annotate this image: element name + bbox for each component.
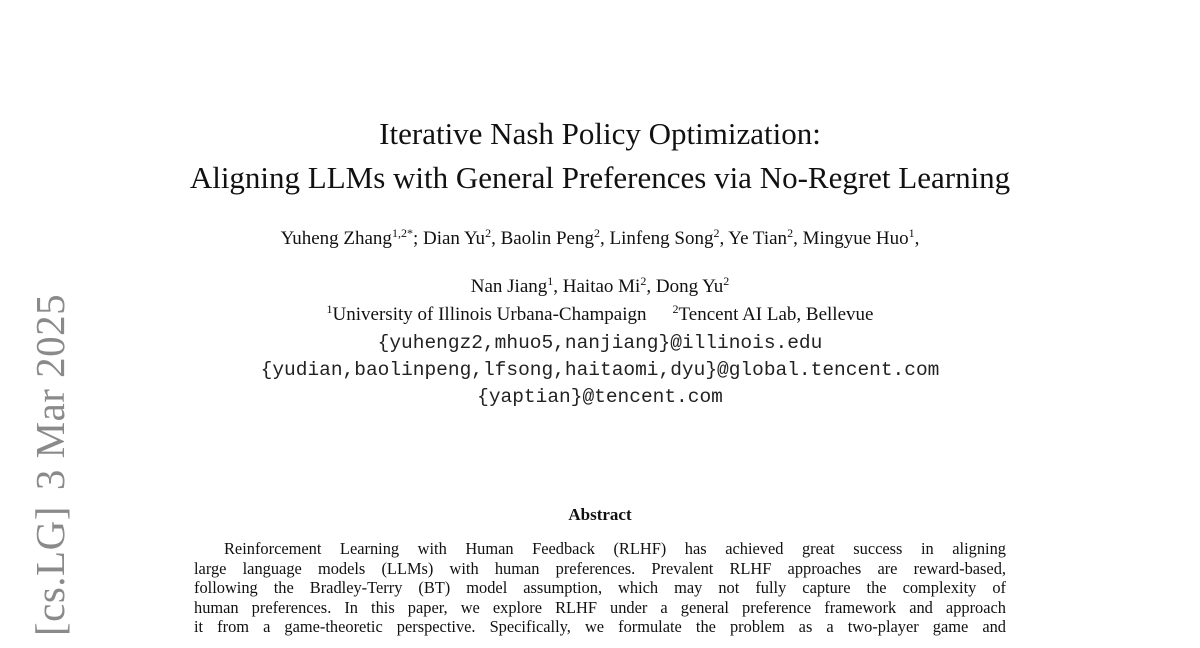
author-separator: , [646,276,656,297]
affiliation-name: Tencent AI Lab, Bellevue [678,304,874,325]
abstract-line: it from a game-theoretic perspective. Specifically, we formulate the problem as a two-player game and [194,617,1006,637]
email-line: {yudian,baolinpeng,lfsong,haitaomi,dyu}@global.tencent.com [260,359,940,381]
author-separator: , [719,228,729,249]
arxiv-category: [cs.LG] [27,506,73,636]
author-affiliation-marker: 2 [723,274,730,288]
author-name: Linfeng Song [609,228,714,249]
author-separator: , [599,228,610,249]
title-line-2: Aligning LLMs with General Preferences via No-Regret Learning [189,160,1011,195]
author-name: Ye Tian [728,228,788,249]
author-name: Yuheng Zhang [280,228,392,249]
author-separator: , [793,228,803,249]
author-affiliation-marker: 2 [787,226,794,240]
abstract-body [194,539,1006,637]
email-line: {yuhengz2,mhuo5,nanjiang}@illinois.edu [377,332,823,354]
affiliation-marker: 2 [672,302,679,316]
author-name: Dong Yu [655,276,724,297]
author-name: Mingyue Huo [802,228,909,249]
abstract-line: human preferences. In this paper, we explore RLHF under a general preference framework and approach [194,597,1006,617]
author-list-row-2 [0,274,1200,300]
author-separator: , [553,276,563,297]
author-affiliation-marker: 2 [485,226,492,240]
paper-title [0,112,1200,200]
title-line-1: Iterative Nash Policy Optimization: [379,116,821,151]
author-name: Nan Jiang [470,276,548,297]
abstract-line: following the Bradley-Terry (BT) model assumption, which may not fully capture the complexity of [194,578,1006,598]
email-list [0,330,1200,411]
author-affiliation-marker: 1 [547,274,554,288]
author-separator: ; [412,228,423,249]
author-affiliation-marker: 2 [713,226,720,240]
author-separator: , [491,228,501,249]
author-affiliation-marker: 1,2 [391,226,407,240]
abstract-line: Reinforcement Learning with Human Feedback (RLHF) has achieved great success in aligning [224,539,1006,558]
author-affiliation-marker: 2 [593,226,600,240]
author-separator: , [914,228,920,249]
affiliations [0,302,1200,328]
author-name: Baolin Peng [500,228,594,249]
author-list-row-1 [0,226,1200,252]
abstract-line: large language models (LLMs) with human preferences. Prevalent RLHF approaches are reward-based, [194,558,1006,578]
abstract-heading: Abstract [568,505,632,524]
affiliation-marker: 1 [326,302,333,316]
author-affiliation-marker: 1 [908,226,915,240]
affiliation-name: University of Illinois Urbana-Champaign [332,304,647,325]
author-name: Dian Yu [422,228,486,249]
email-line: {yaptian}@tencent.com [477,386,723,408]
arxiv-date: 3 Mar 2025 [27,293,73,491]
author-affiliation-marker: 2 [640,274,647,288]
author-footnote-marker: * [406,226,413,240]
author-name: Haitao Mi [562,276,641,297]
